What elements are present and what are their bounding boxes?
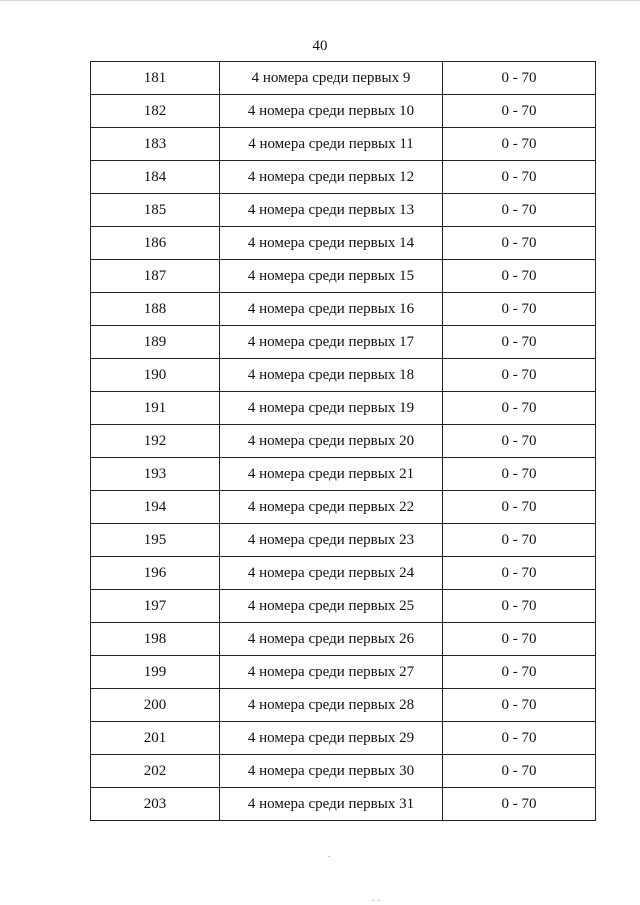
description-cell: 4 номера среди первых 9 xyxy=(220,62,443,95)
page-top-edge xyxy=(0,0,640,1)
range-cell: 0 - 70 xyxy=(443,326,596,359)
range-cell: 0 - 70 xyxy=(443,359,596,392)
description-cell: 4 номера среди первых 16 xyxy=(220,293,443,326)
description-cell: 4 номера среди первых 26 xyxy=(220,623,443,656)
description-cell: 4 номера среди первых 29 xyxy=(220,722,443,755)
row-number-cell: 197 xyxy=(91,590,220,623)
description-cell: 4 номера среди первых 11 xyxy=(220,128,443,161)
table-row xyxy=(91,623,596,656)
row-number-cell: 203 xyxy=(91,788,220,821)
range-cell: 0 - 70 xyxy=(443,755,596,788)
row-number-cell: 188 xyxy=(91,293,220,326)
range-cell: 0 - 70 xyxy=(443,689,596,722)
table-row xyxy=(91,128,596,161)
row-number-cell: 182 xyxy=(91,95,220,128)
row-number-cell: 193 xyxy=(91,458,220,491)
range-cell: 0 - 70 xyxy=(443,227,596,260)
table-row xyxy=(91,788,596,821)
row-number-cell: 196 xyxy=(91,557,220,590)
description-cell: 4 номера среди первых 30 xyxy=(220,755,443,788)
table-row xyxy=(91,227,596,260)
description-cell: 4 номера среди первых 25 xyxy=(220,590,443,623)
range-cell: 0 - 70 xyxy=(443,491,596,524)
table-row xyxy=(91,491,596,524)
row-number-cell: 198 xyxy=(91,623,220,656)
table-row xyxy=(91,524,596,557)
range-cell: 0 - 70 xyxy=(443,392,596,425)
row-number-cell: 194 xyxy=(91,491,220,524)
description-cell: 4 номера среди первых 23 xyxy=(220,524,443,557)
table-row xyxy=(91,293,596,326)
description-cell: 4 номера среди первых 21 xyxy=(220,458,443,491)
range-cell: 0 - 70 xyxy=(443,194,596,227)
range-cell: 0 - 70 xyxy=(443,260,596,293)
table-row xyxy=(91,755,596,788)
row-number-cell: 195 xyxy=(91,524,220,557)
range-cell: 0 - 70 xyxy=(443,557,596,590)
results-table-body xyxy=(91,62,596,821)
row-number-cell: 183 xyxy=(91,128,220,161)
scan-speck xyxy=(328,856,330,857)
description-cell: 4 номера среди первых 14 xyxy=(220,227,443,260)
row-number-cell: 199 xyxy=(91,656,220,689)
description-cell: 4 номера среди первых 19 xyxy=(220,392,443,425)
description-cell: 4 номера среди первых 15 xyxy=(220,260,443,293)
description-cell: 4 номера среди первых 22 xyxy=(220,491,443,524)
range-cell: 0 - 70 xyxy=(443,524,596,557)
results-table xyxy=(90,61,596,821)
table-row xyxy=(91,161,596,194)
table-row xyxy=(91,326,596,359)
description-cell: 4 номера среди первых 27 xyxy=(220,656,443,689)
description-cell: 4 номера среди первых 17 xyxy=(220,326,443,359)
row-number-cell: 192 xyxy=(91,425,220,458)
table-row xyxy=(91,656,596,689)
table-row xyxy=(91,557,596,590)
description-cell: 4 номера среди первых 20 xyxy=(220,425,443,458)
table-row xyxy=(91,458,596,491)
table-row xyxy=(91,62,596,95)
row-number-cell: 181 xyxy=(91,62,220,95)
description-cell: 4 номера среди первых 13 xyxy=(220,194,443,227)
range-cell: 0 - 70 xyxy=(443,590,596,623)
table-row xyxy=(91,194,596,227)
row-number-cell: 200 xyxy=(91,689,220,722)
table-row xyxy=(91,590,596,623)
range-cell: 0 - 70 xyxy=(443,722,596,755)
row-number-cell: 191 xyxy=(91,392,220,425)
row-number-cell: 201 xyxy=(91,722,220,755)
scan-speck xyxy=(378,900,380,901)
table-row xyxy=(91,260,596,293)
range-cell: 0 - 70 xyxy=(443,458,596,491)
description-cell: 4 номера среди первых 18 xyxy=(220,359,443,392)
range-cell: 0 - 70 xyxy=(443,62,596,95)
description-cell: 4 номера среди первых 31 xyxy=(220,788,443,821)
row-number-cell: 184 xyxy=(91,161,220,194)
range-cell: 0 - 70 xyxy=(443,293,596,326)
row-number-cell: 187 xyxy=(91,260,220,293)
description-cell: 4 номера среди первых 28 xyxy=(220,689,443,722)
description-cell: 4 номера среди первых 24 xyxy=(220,557,443,590)
row-number-cell: 186 xyxy=(91,227,220,260)
scan-speck xyxy=(372,900,374,901)
range-cell: 0 - 70 xyxy=(443,656,596,689)
table-row xyxy=(91,95,596,128)
range-cell: 0 - 70 xyxy=(443,623,596,656)
description-cell: 4 номера среди первых 10 xyxy=(220,95,443,128)
description-cell: 4 номера среди первых 12 xyxy=(220,161,443,194)
range-cell: 0 - 70 xyxy=(443,95,596,128)
table-row xyxy=(91,425,596,458)
row-number-cell: 202 xyxy=(91,755,220,788)
table-row xyxy=(91,722,596,755)
row-number-cell: 190 xyxy=(91,359,220,392)
range-cell: 0 - 70 xyxy=(443,161,596,194)
table-row xyxy=(91,689,596,722)
range-cell: 0 - 70 xyxy=(443,788,596,821)
row-number-cell: 185 xyxy=(91,194,220,227)
range-cell: 0 - 70 xyxy=(443,128,596,161)
table-row xyxy=(91,359,596,392)
range-cell: 0 - 70 xyxy=(443,425,596,458)
table-row xyxy=(91,392,596,425)
row-number-cell: 189 xyxy=(91,326,220,359)
page-number: 40 xyxy=(312,38,328,54)
